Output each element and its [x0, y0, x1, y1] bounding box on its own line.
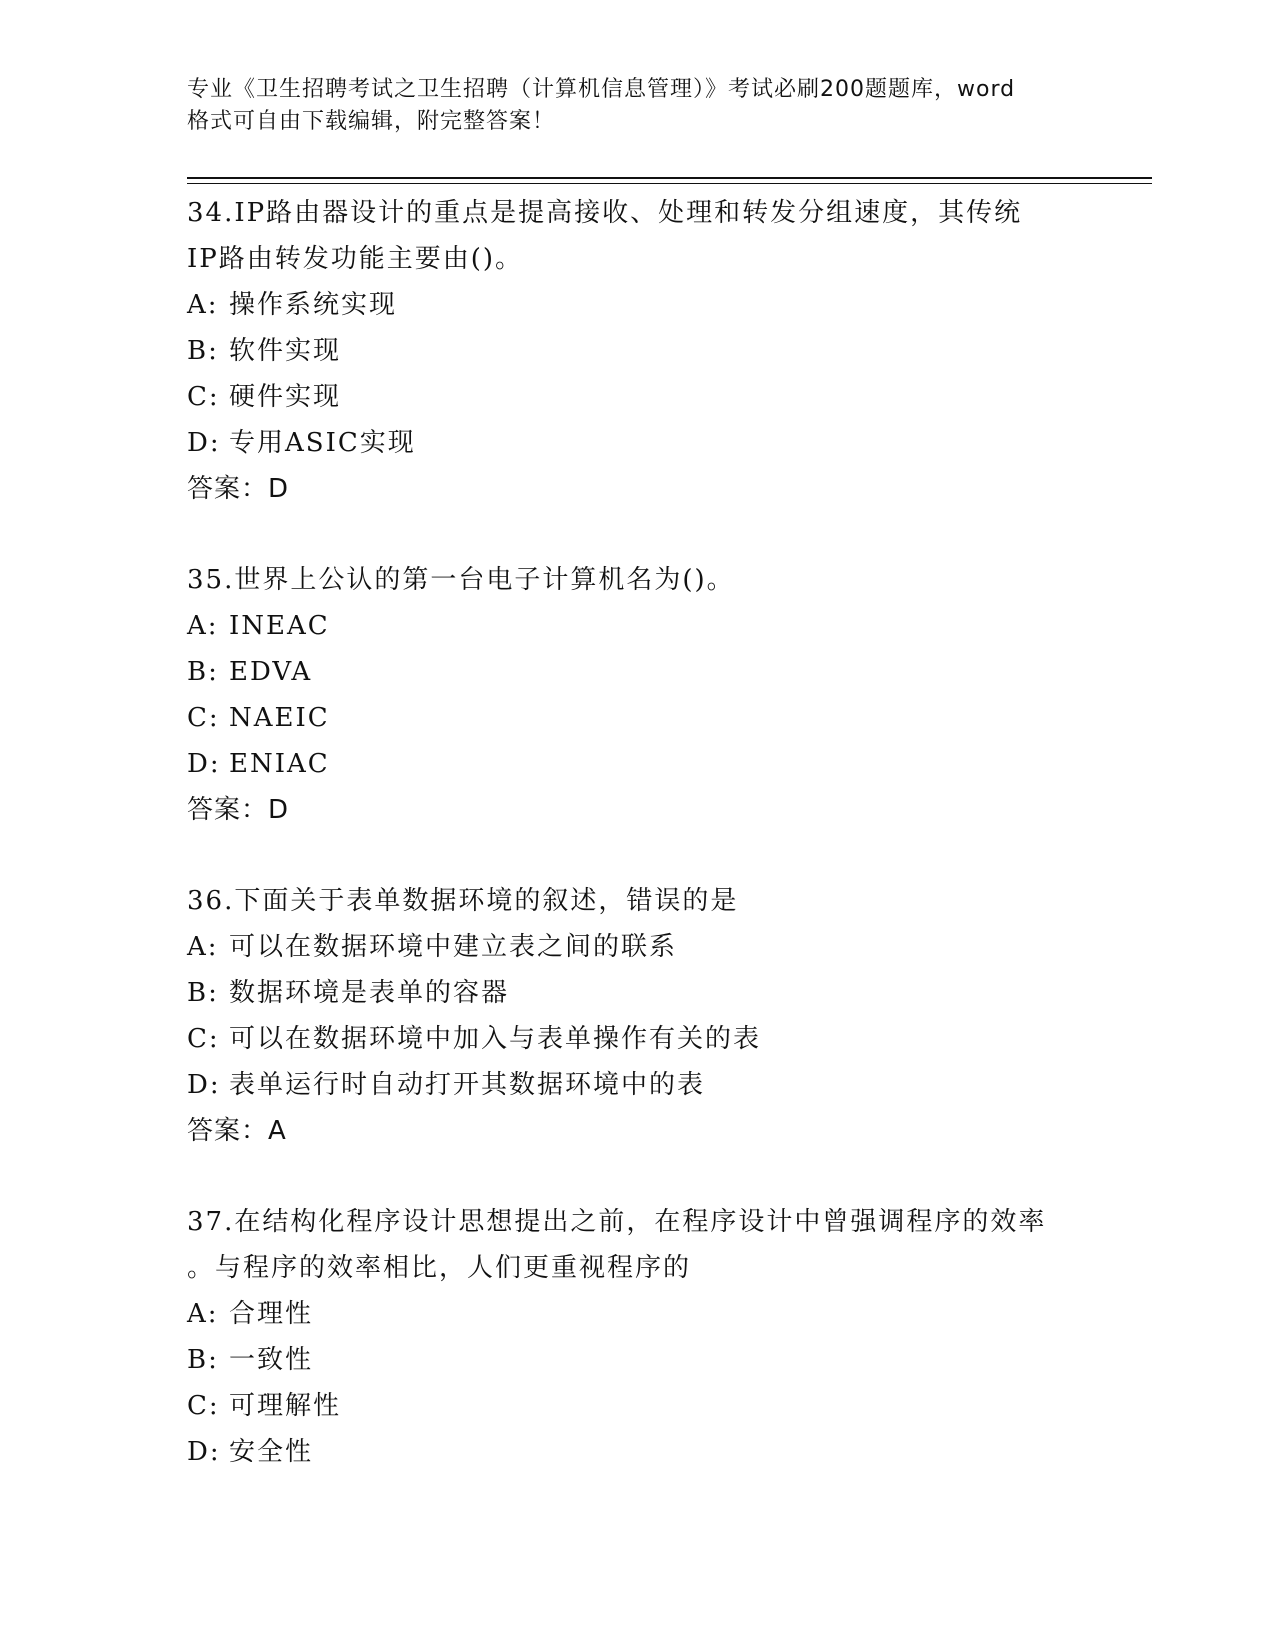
option-d: [187, 420, 1137, 466]
option-text: EDVA: [229, 657, 313, 687]
option-b: [187, 649, 1137, 695]
option-text: INEAC: [229, 611, 330, 641]
option-letter: A:: [187, 611, 219, 641]
option-text: 可以在数据环境中加入与表单操作有关的表: [229, 1024, 762, 1054]
option-a: [187, 1291, 1137, 1337]
option-a: [187, 924, 1137, 970]
option-text: 硬件实现: [229, 382, 342, 412]
answer-line: 答案：A: [187, 1116, 287, 1146]
header-line-2: 格式可自由下载编辑，附完整答案！: [187, 109, 556, 134]
question-text: 35.世界上公认的第一台电子计算机名为()。: [187, 565, 735, 595]
header-rule-thin: [187, 183, 1152, 184]
option-text: 表单运行时自动打开其数据环境中的表: [229, 1070, 706, 1100]
option-c: [187, 374, 1137, 420]
question-35: [187, 557, 1137, 833]
option-text: 专用ASIC实现: [229, 428, 416, 458]
option-b: [187, 1337, 1137, 1383]
question-34: [187, 190, 1137, 512]
option-letter: B:: [187, 978, 219, 1008]
option-letter: D:: [187, 428, 221, 458]
question-36: [187, 878, 1137, 1154]
option-text: 软件实现: [229, 336, 342, 366]
option-letter: A:: [187, 290, 219, 320]
option-letter: C:: [187, 703, 220, 733]
option-letter: A:: [187, 1299, 219, 1329]
option-text: 可理解性: [229, 1391, 342, 1421]
question-text: IP路由转发功能主要由()。: [187, 244, 524, 274]
option-d: [187, 1429, 1137, 1475]
option-letter: C:: [187, 382, 220, 412]
option-letter: A:: [187, 932, 219, 962]
option-c: [187, 1383, 1137, 1429]
option-text: NAEIC: [229, 703, 330, 733]
option-letter: D:: [187, 1070, 221, 1100]
question-text: 37.在结构化程序设计思想提出之前，在程序设计中曾强调程序的效率: [187, 1207, 1047, 1237]
option-letter: C:: [187, 1391, 220, 1421]
option-text: ENIAC: [229, 749, 330, 779]
option-b: [187, 328, 1137, 374]
option-b: [187, 970, 1137, 1016]
option-letter: D:: [187, 1437, 221, 1467]
header-rule-thick: [187, 177, 1152, 179]
option-text: 数据环境是表单的容器: [229, 978, 510, 1008]
question-text: 34.IP路由器设计的重点是提高接收、处理和转发分组速度，其传统: [187, 198, 1023, 228]
option-d: [187, 1062, 1137, 1108]
document-header: [187, 74, 1087, 138]
option-text: 可以在数据环境中建立表之间的联系: [229, 932, 678, 962]
option-d: [187, 741, 1137, 787]
option-letter: C:: [187, 1024, 220, 1054]
option-text: 安全性: [229, 1437, 314, 1467]
answer-line: 答案：D: [187, 795, 290, 825]
header-line-1: 专业《卫生招聘考试之卫生招聘（计算机信息管理）》考试必刷200题题库，word: [187, 77, 1016, 102]
question-text: 36.下面关于表单数据环境的叙述，错误的是: [187, 886, 739, 916]
option-letter: B:: [187, 336, 219, 366]
option-letter: B:: [187, 1345, 219, 1375]
option-letter: B:: [187, 657, 219, 687]
question-text: 。与程序的效率相比，人们更重视程序的: [187, 1253, 692, 1283]
question-37: [187, 1199, 1137, 1475]
option-a: [187, 282, 1137, 328]
option-c: [187, 1016, 1137, 1062]
option-text: 操作系统实现: [229, 290, 398, 320]
question-list: [187, 190, 1137, 1520]
option-c: [187, 695, 1137, 741]
option-text: 合理性: [229, 1299, 314, 1329]
option-a: [187, 603, 1137, 649]
option-letter: D:: [187, 749, 221, 779]
answer-line: 答案：D: [187, 474, 290, 504]
option-text: 一致性: [229, 1345, 314, 1375]
